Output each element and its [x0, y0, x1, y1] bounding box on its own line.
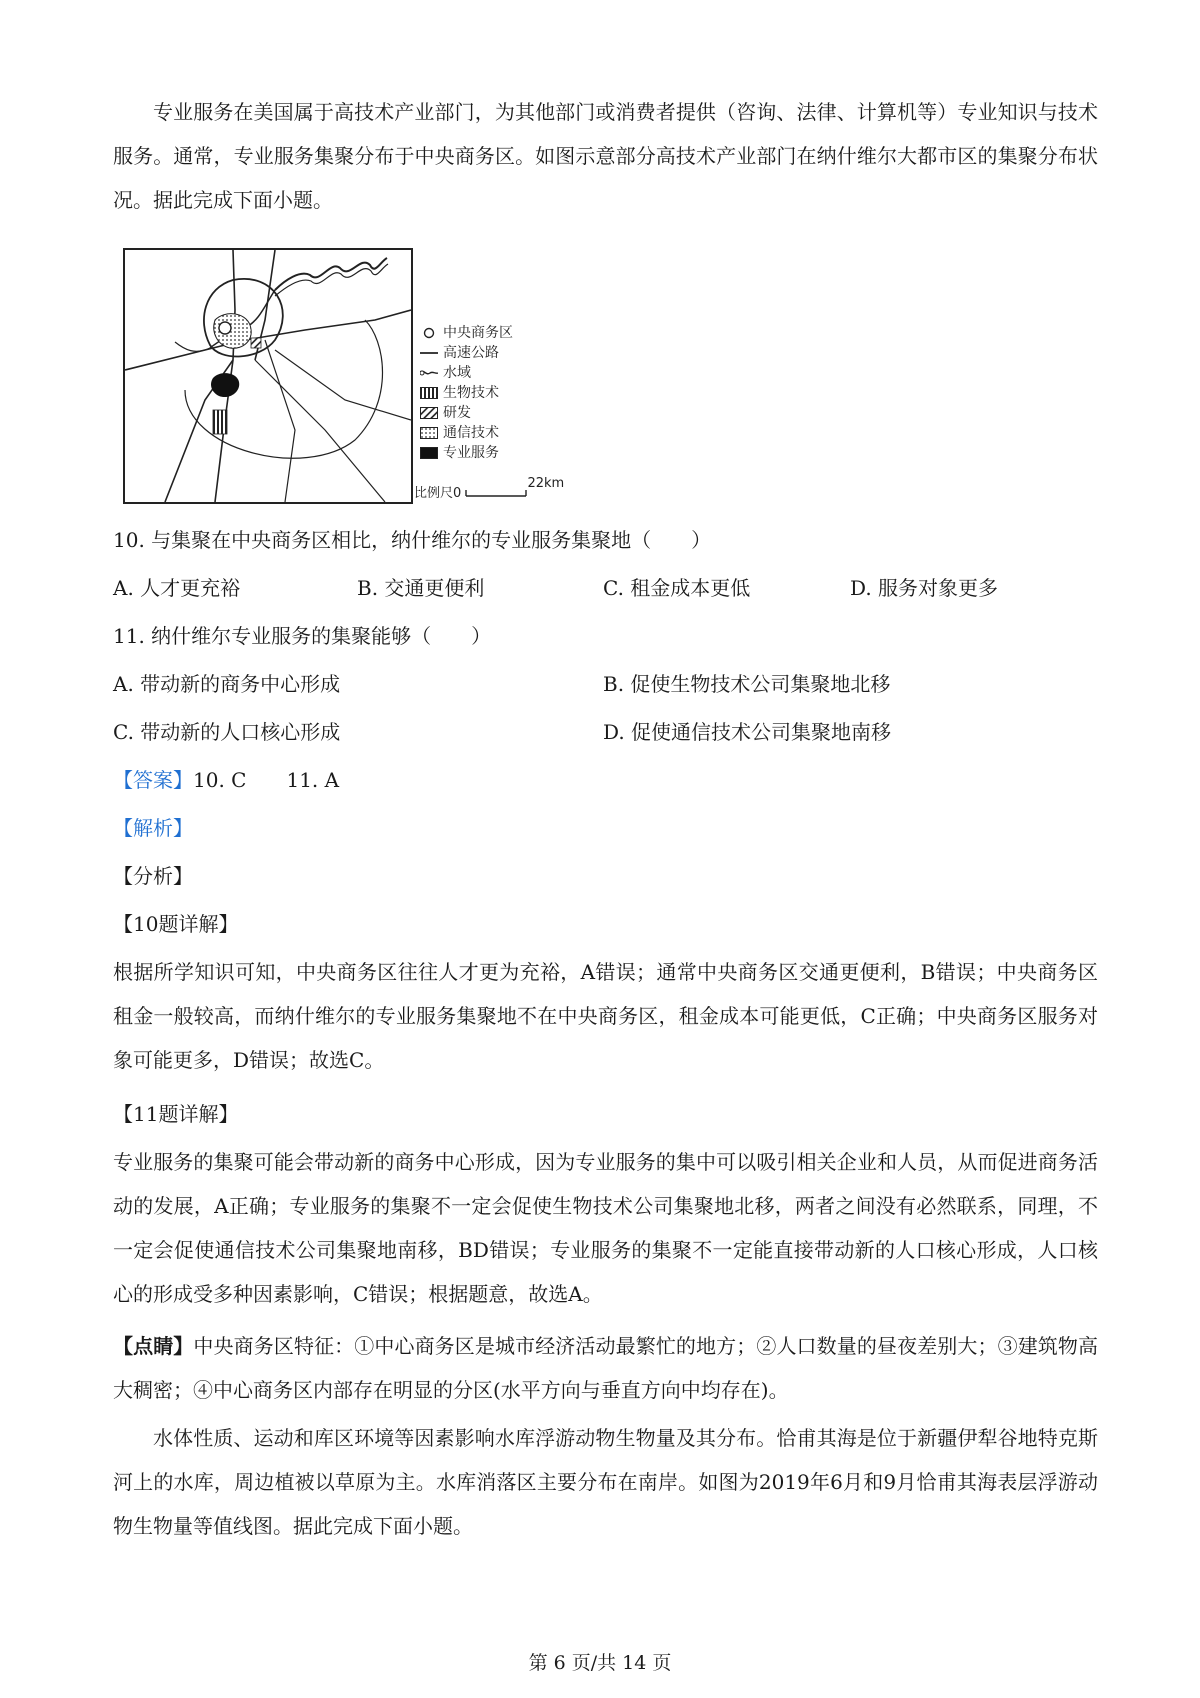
q10-detail-text: 根据所学知识可知，中央商务区往往人才更为充裕，A错误；通常中央商务区交通更便利，B错误；中央商务区租金一般较高，而纳什维尔的专业服务集聚地不在中央商务区，租金成本可能更低，C正确；中央商务区服务对象可能更多，D错误；故选C。: [113, 960, 1098, 1072]
highway: [275, 350, 411, 420]
solid-black-icon: [420, 447, 438, 459]
legend-item: [420, 404, 471, 422]
intro-paragraph: 专业服务在美国属于高技术产业部门，为其他部门或消费者提供（咨询、法律、计算机等）专业知识与技术服务。通常，专业服务集聚分布于中央商务区。如图示意部分高技术产业部门在纳什维尔大都市区的集聚分布状况。据此完成下面小题。: [113, 100, 1098, 212]
q11-stem: 11. 纳什维尔专业服务的集聚能够（ ）: [113, 624, 492, 648]
legend-item: [420, 424, 499, 442]
scale-line: [465, 487, 527, 497]
rnd-cluster: [251, 338, 261, 348]
q11-option-d: D. 促使通信技术公司集聚地南移: [603, 720, 892, 744]
cbd-marker: [219, 322, 231, 334]
highway: [265, 340, 295, 502]
river-icon: [420, 367, 438, 379]
legend-label: 高速公路: [443, 345, 499, 361]
dianjing-text: 中央商务区特征：①中心商务区是城市经济活动最繁忙的地方；②人口数量的昼夜差别大；③建筑物高大稠密；④中心商务区内部存在明显的分区(水平方向与垂直方向中均存在)。: [113, 1334, 1099, 1402]
q11-option-b: B. 促使生物技术公司集聚地北移: [603, 672, 891, 696]
diagonal-hatch-icon: [420, 407, 438, 419]
legend-label: 中央商务区: [443, 325, 513, 341]
river: [275, 264, 388, 296]
map-frame: [123, 248, 413, 504]
legend-label: 研发: [443, 405, 471, 421]
q11-option-c: C. 带动新的人口核心形成: [113, 720, 341, 744]
q10-option-c: C. 租金成本更低: [603, 576, 751, 600]
page-footer: 第 6 页/共 14 页: [528, 1652, 672, 1674]
highway: [125, 310, 411, 370]
q10-stem: 10. 与集聚在中央商务区相比，纳什维尔的专业服务集聚地（ ）: [113, 528, 712, 552]
highway: [255, 360, 385, 502]
legend-item: [420, 444, 499, 462]
dotted-pattern-icon: [420, 427, 438, 439]
q10-option-b: B. 交通更便利: [357, 576, 485, 600]
river: [275, 258, 387, 290]
circle-outline-icon: [420, 327, 438, 339]
answer-line: [113, 766, 339, 794]
q11-detail-text: 专业服务的集聚可能会带动新的商务中心形成，因为专业服务的集中可以吸引相关企业和人员，从而促进商务活动的发展，A正确；专业服务的集聚不一定会促使生物技术公司集聚地北移，两者之间没有必然联系，同理，不一定会促使通信技术公司集聚地南移，BD错误；专业服务的集聚不一定能直接带动新的人口核心形成，人口核心的形成受多种因素影响，C错误；根据题意，故选A。: [113, 1150, 1098, 1306]
q10-option-a: A. 人才更充裕: [113, 576, 241, 600]
legend-label: 水域: [443, 365, 471, 381]
scale-label: 比例尺: [414, 486, 454, 501]
legend-label: 生物技术: [443, 385, 499, 401]
legend-label: 通信技术: [443, 425, 499, 441]
q11-option-a: A. 带动新的商务中心形成: [113, 672, 341, 696]
scale-start: 0: [453, 486, 462, 501]
q10-detail-label: 【10题详解】: [113, 912, 239, 936]
line-icon: [420, 347, 438, 359]
answer-label: 【答案】: [113, 768, 193, 792]
biotech-cluster: [213, 410, 227, 434]
professional-services-cluster: [211, 373, 239, 397]
q11-detail-label: 【11题详解】: [113, 1102, 239, 1126]
scale-bar: [414, 476, 565, 501]
legend-item: [420, 384, 499, 402]
legend-item: [420, 324, 513, 342]
legend-item: [420, 364, 471, 382]
dianjing-label: 【点睛】: [113, 1334, 194, 1358]
fenxi-label: 【分析】: [113, 864, 193, 888]
vertical-stripes-icon: [420, 387, 438, 399]
nashville-map-figure: [120, 248, 580, 510]
scale-end: 22km: [527, 476, 565, 491]
legend-item: [420, 344, 499, 362]
analysis-label: 【解析】: [113, 816, 193, 840]
legend-label: 专业服务: [443, 445, 499, 461]
answer-text: 10. C 11. A: [193, 768, 340, 792]
dianjing-paragraph: [113, 1324, 1098, 1412]
map-drawing: [125, 250, 411, 502]
next-intro-paragraph: 水体性质、运动和库区环境等因素影响水库浮游动物生物量及其分布。恰甫其海是位于新疆伊犁谷地特克斯河上的水库，周边植被以草原为主。水库消落区主要分布在南岸。如图为2019年6月和9月恰甫其海表层浮游动物生物量等值线图。据此完成下面小题。: [113, 1426, 1098, 1538]
q10-option-d: D. 服务对象更多: [850, 576, 999, 600]
